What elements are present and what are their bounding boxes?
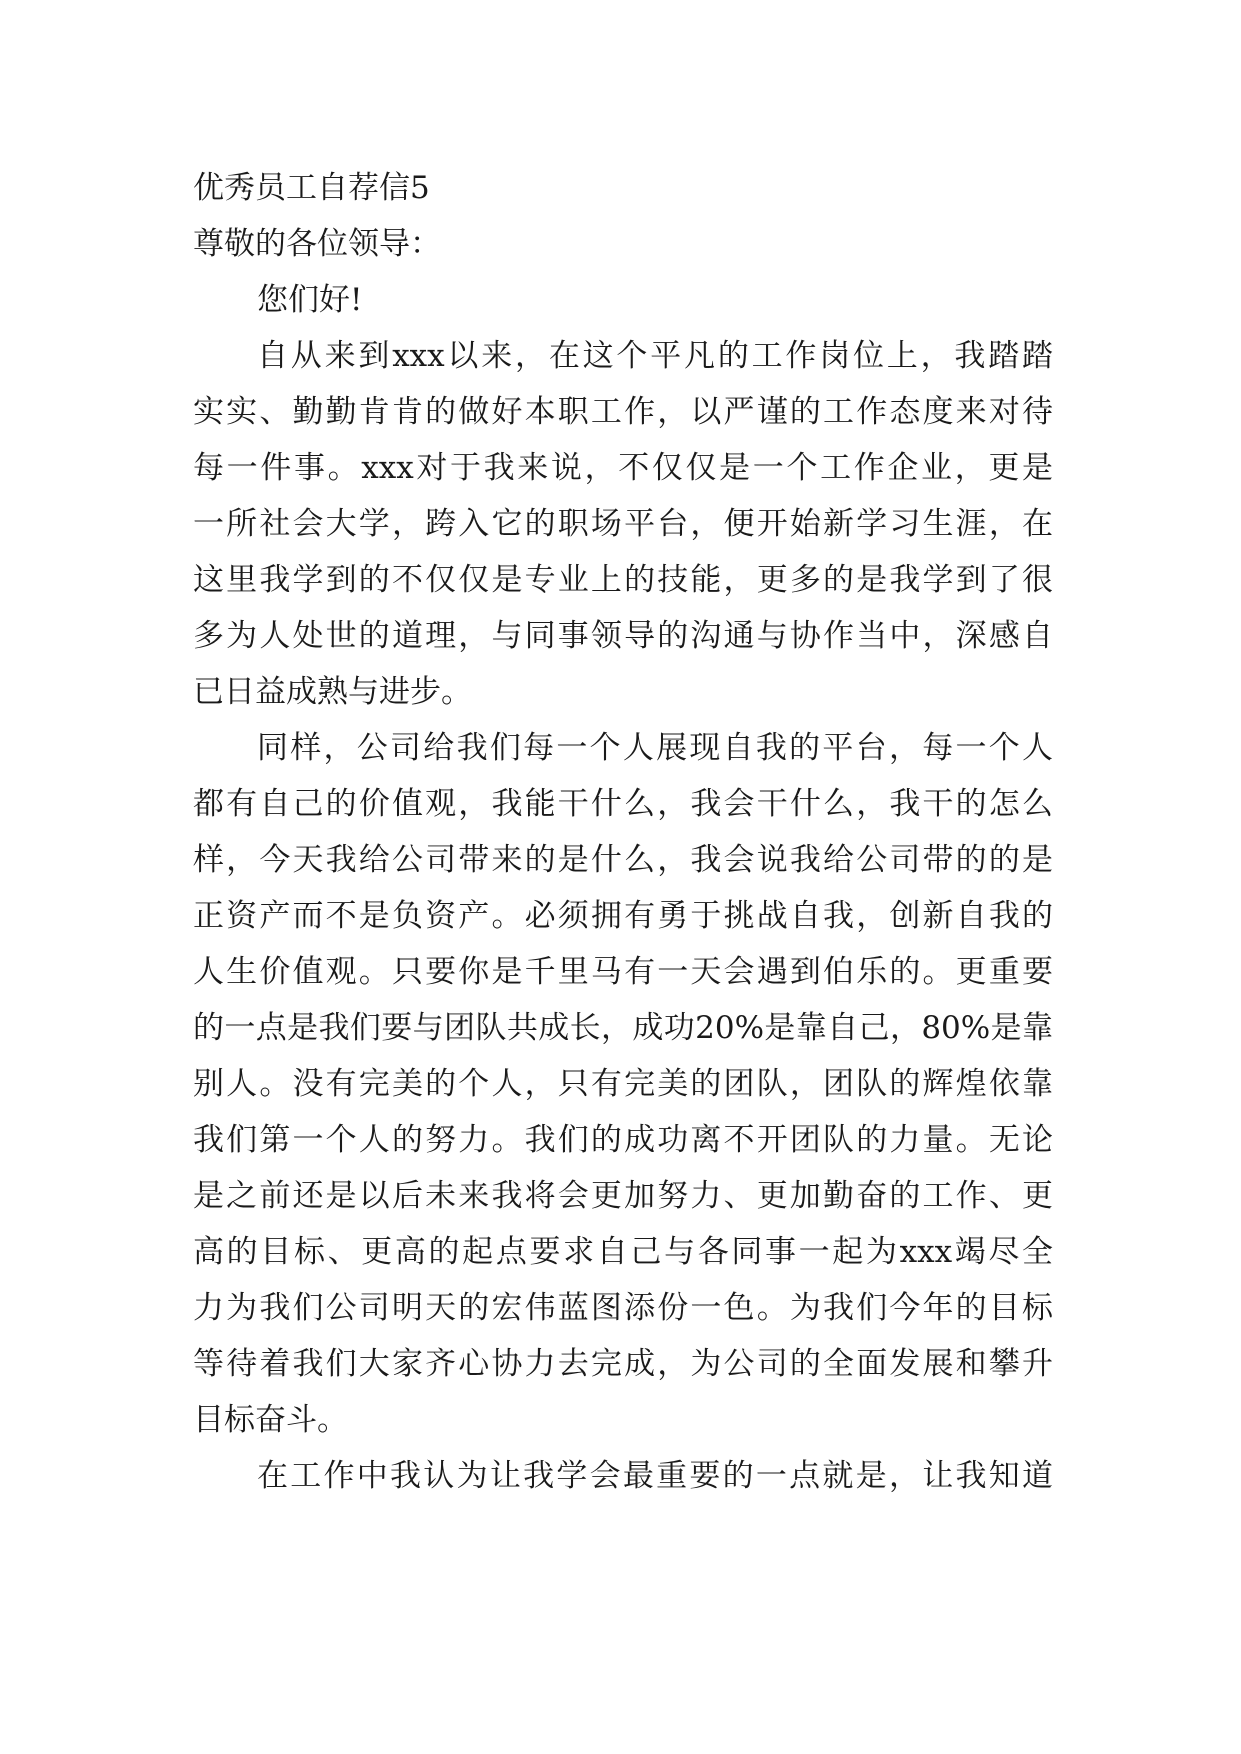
paragraph-line: 是之前还是以后未来我将会更加努力、更加勤奋的工作、更 <box>193 1178 1053 1214</box>
paragraph-line: 样，今天我给公司带来的是什么，我会说我给公司带的的是 <box>193 842 1053 878</box>
paragraph-line: 实实、勤勤肯肯的做好本职工作，以严谨的工作态度来对待 <box>193 394 1053 430</box>
document-title: 优秀员工自荐信5 <box>193 170 430 206</box>
paragraph-line: 高的目标、更高的起点要求自己与各同事一起为xxx竭尽全 <box>193 1234 1053 1270</box>
paragraph-line: 多为人处世的道理，与同事领导的沟通与协作当中，深感自 <box>193 618 1053 654</box>
paragraph-line: 这里我学到的不仅仅是专业上的技能，更多的是我学到了很 <box>193 562 1053 598</box>
paragraph-line: 已日益成熟与进步。 <box>193 674 472 710</box>
paragraph-line: 我们第一个人的努力。我们的成功离不开团队的力量。无论 <box>193 1122 1053 1158</box>
paragraph-line: 的一点是我们要与团队共成长，成功20%是靠自己，80%是靠 <box>193 1010 1053 1046</box>
paragraph-line: 都有自己的价值观，我能干什么，我会干什么，我干的怎么 <box>193 786 1053 822</box>
paragraph-line: 正资产而不是负资产。必须拥有勇于挑战自我，创新自我的 <box>193 898 1053 934</box>
paragraph-line: 自从来到xxx以来，在这个平凡的工作岗位上，我踏踏 <box>257 338 1053 374</box>
paragraph-line: 在工作中我认为让我学会最重要的一点就是，让我知道 <box>257 1458 1053 1494</box>
paragraph-line: 目标奋斗。 <box>193 1402 348 1438</box>
paragraph-line: 一所社会大学，跨入它的职场平台，便开始新学习生涯，在 <box>193 506 1053 542</box>
paragraph-line: 别人。没有完美的个人，只有完美的团队，团队的辉煌依靠 <box>193 1066 1053 1102</box>
paragraph-line: 每一件事。xxx对于我来说，不仅仅是一个工作企业，更是 <box>193 450 1053 486</box>
document-page <box>193 0 1053 1754</box>
salutation: 尊敬的各位领导： <box>193 226 441 262</box>
paragraph-line: 力为我们公司明天的宏伟蓝图添份一色。为我们今年的目标 <box>193 1290 1053 1326</box>
paragraph-line: 等待着我们大家齐心协力去完成，为公司的全面发展和攀升 <box>193 1346 1053 1382</box>
paragraph-line: 同样，公司给我们每一个人展现自我的平台，每一个人 <box>257 730 1053 766</box>
paragraph-line: 人生价值观。只要你是千里马有一天会遇到伯乐的。更重要 <box>193 954 1053 990</box>
greeting: 您们好! <box>257 282 363 318</box>
